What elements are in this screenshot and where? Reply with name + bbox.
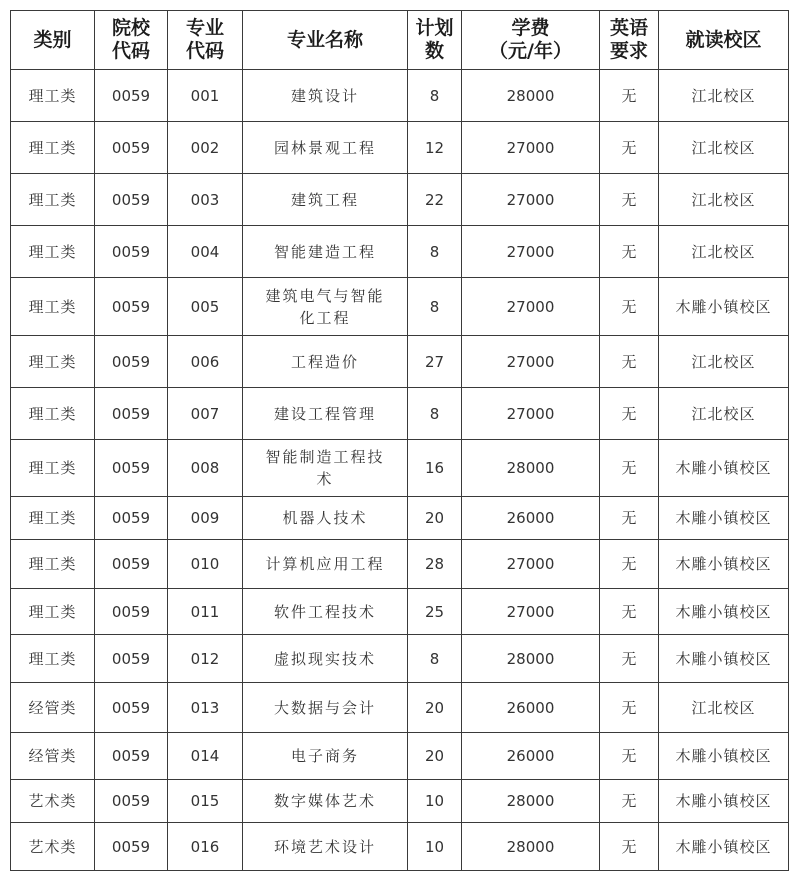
cell-english-requirement: 无	[600, 635, 659, 683]
cell-plan-count: 8	[408, 635, 462, 683]
cell-campus: 江北校区	[659, 174, 789, 226]
cell-english-requirement: 无	[600, 278, 659, 336]
cell-category: 理工类	[11, 278, 95, 336]
cell-campus: 江北校区	[659, 122, 789, 174]
cell-major-name: 建筑电气与智能化工程	[243, 278, 408, 336]
cell-major-name: 机器人技术	[243, 497, 408, 540]
cell-tuition: 28000	[462, 823, 600, 871]
cell-english-requirement: 无	[600, 823, 659, 871]
cell-major-code: 002	[168, 122, 243, 174]
cell-tuition: 28000	[462, 440, 600, 497]
cell-major-name: 智能制造工程技术	[243, 440, 408, 497]
cell-school-code: 0059	[95, 336, 168, 388]
cell-plan-count: 16	[408, 440, 462, 497]
cell-major-code: 014	[168, 733, 243, 780]
cell-major-code: 013	[168, 683, 243, 733]
cell-category: 理工类	[11, 589, 95, 635]
cell-tuition: 26000	[462, 733, 600, 780]
cell-campus: 木雕小镇校区	[659, 589, 789, 635]
cell-campus: 江北校区	[659, 336, 789, 388]
cell-major-name: 智能建造工程	[243, 226, 408, 278]
header-major-code: 专业 代码	[168, 11, 243, 70]
cell-tuition: 27000	[462, 226, 600, 278]
admission-plan-document	[10, 10, 788, 858]
cell-plan-count: 10	[408, 823, 462, 871]
cell-tuition: 26000	[462, 497, 600, 540]
cell-school-code: 0059	[95, 388, 168, 440]
table-row	[11, 823, 789, 871]
cell-english-requirement: 无	[600, 497, 659, 540]
table-row	[11, 589, 789, 635]
cell-school-code: 0059	[95, 497, 168, 540]
cell-major-name: 大数据与会计	[243, 683, 408, 733]
cell-campus: 江北校区	[659, 683, 789, 733]
cell-english-requirement: 无	[600, 226, 659, 278]
cell-category: 艺术类	[11, 823, 95, 871]
cell-english-requirement: 无	[600, 440, 659, 497]
cell-plan-count: 8	[408, 278, 462, 336]
cell-category: 理工类	[11, 70, 95, 122]
table-body	[11, 70, 789, 871]
cell-major-name: 虚拟现实技术	[243, 635, 408, 683]
cell-category: 理工类	[11, 336, 95, 388]
cell-plan-count: 12	[408, 122, 462, 174]
cell-english-requirement: 无	[600, 589, 659, 635]
cell-category: 理工类	[11, 440, 95, 497]
cell-campus: 木雕小镇校区	[659, 540, 789, 589]
cell-plan-count: 25	[408, 589, 462, 635]
table-header	[11, 11, 789, 70]
cell-major-code: 006	[168, 336, 243, 388]
cell-campus: 江北校区	[659, 70, 789, 122]
table-row	[11, 336, 789, 388]
table-row	[11, 388, 789, 440]
cell-major-name: 软件工程技术	[243, 589, 408, 635]
cell-english-requirement: 无	[600, 174, 659, 226]
cell-plan-count: 20	[408, 497, 462, 540]
cell-category: 理工类	[11, 497, 95, 540]
cell-tuition: 28000	[462, 635, 600, 683]
cell-major-code: 003	[168, 174, 243, 226]
table-row	[11, 733, 789, 780]
cell-major-code: 009	[168, 497, 243, 540]
table-row	[11, 122, 789, 174]
cell-plan-count: 8	[408, 226, 462, 278]
cell-tuition: 27000	[462, 589, 600, 635]
cell-category: 理工类	[11, 388, 95, 440]
cell-major-code: 004	[168, 226, 243, 278]
cell-plan-count: 20	[408, 683, 462, 733]
cell-school-code: 0059	[95, 122, 168, 174]
cell-category: 理工类	[11, 635, 95, 683]
cell-plan-count: 22	[408, 174, 462, 226]
cell-school-code: 0059	[95, 733, 168, 780]
cell-major-name: 计算机应用工程	[243, 540, 408, 589]
cell-major-code: 010	[168, 540, 243, 589]
cell-tuition: 28000	[462, 780, 600, 823]
table-row	[11, 440, 789, 497]
cell-tuition: 27000	[462, 122, 600, 174]
cell-campus: 木雕小镇校区	[659, 497, 789, 540]
cell-school-code: 0059	[95, 440, 168, 497]
cell-english-requirement: 无	[600, 540, 659, 589]
cell-school-code: 0059	[95, 174, 168, 226]
cell-major-name: 数字媒体艺术	[243, 780, 408, 823]
cell-plan-count: 8	[408, 388, 462, 440]
cell-english-requirement: 无	[600, 336, 659, 388]
cell-major-name: 建筑设计	[243, 70, 408, 122]
cell-plan-count: 8	[408, 70, 462, 122]
cell-school-code: 0059	[95, 278, 168, 336]
cell-tuition: 27000	[462, 174, 600, 226]
cell-tuition: 27000	[462, 278, 600, 336]
header-major-name: 专业名称	[243, 11, 408, 70]
header-plan-count: 计划 数	[408, 11, 462, 70]
header-english-requirement: 英语 要求	[600, 11, 659, 70]
cell-plan-count: 28	[408, 540, 462, 589]
cell-campus: 木雕小镇校区	[659, 440, 789, 497]
cell-major-code: 015	[168, 780, 243, 823]
cell-major-name: 工程造价	[243, 336, 408, 388]
header-category: 类别	[11, 11, 95, 70]
cell-english-requirement: 无	[600, 780, 659, 823]
cell-category: 经管类	[11, 733, 95, 780]
cell-campus: 木雕小镇校区	[659, 733, 789, 780]
cell-major-name: 电子商务	[243, 733, 408, 780]
cell-english-requirement: 无	[600, 733, 659, 780]
cell-category: 理工类	[11, 122, 95, 174]
table-row	[11, 497, 789, 540]
cell-school-code: 0059	[95, 540, 168, 589]
cell-school-code: 0059	[95, 780, 168, 823]
cell-tuition: 27000	[462, 388, 600, 440]
cell-campus: 木雕小镇校区	[659, 278, 789, 336]
cell-category: 艺术类	[11, 780, 95, 823]
admission-plan-table	[10, 10, 789, 871]
header-row	[11, 11, 789, 70]
cell-english-requirement: 无	[600, 388, 659, 440]
cell-major-name: 园林景观工程	[243, 122, 408, 174]
header-school-code: 院校 代码	[95, 11, 168, 70]
cell-plan-count: 10	[408, 780, 462, 823]
cell-school-code: 0059	[95, 823, 168, 871]
cell-tuition: 27000	[462, 540, 600, 589]
cell-major-name: 建筑工程	[243, 174, 408, 226]
cell-major-code: 008	[168, 440, 243, 497]
cell-campus: 江北校区	[659, 388, 789, 440]
table-row	[11, 226, 789, 278]
table-row	[11, 635, 789, 683]
cell-category: 理工类	[11, 540, 95, 589]
cell-major-name: 环境艺术设计	[243, 823, 408, 871]
table-row	[11, 540, 789, 589]
cell-major-code: 016	[168, 823, 243, 871]
cell-plan-count: 27	[408, 336, 462, 388]
cell-english-requirement: 无	[600, 70, 659, 122]
table-row	[11, 70, 789, 122]
cell-tuition: 26000	[462, 683, 600, 733]
cell-plan-count: 20	[408, 733, 462, 780]
cell-major-code: 001	[168, 70, 243, 122]
cell-campus: 木雕小镇校区	[659, 823, 789, 871]
cell-school-code: 0059	[95, 635, 168, 683]
cell-tuition: 28000	[462, 70, 600, 122]
cell-tuition: 27000	[462, 336, 600, 388]
cell-school-code: 0059	[95, 683, 168, 733]
cell-school-code: 0059	[95, 589, 168, 635]
cell-campus: 木雕小镇校区	[659, 780, 789, 823]
cell-english-requirement: 无	[600, 683, 659, 733]
table-row	[11, 174, 789, 226]
table-row	[11, 683, 789, 733]
header-campus: 就读校区	[659, 11, 789, 70]
table-row	[11, 278, 789, 336]
cell-campus: 木雕小镇校区	[659, 635, 789, 683]
cell-major-code: 005	[168, 278, 243, 336]
cell-school-code: 0059	[95, 70, 168, 122]
cell-major-name: 建设工程管理	[243, 388, 408, 440]
cell-major-code: 012	[168, 635, 243, 683]
cell-english-requirement: 无	[600, 122, 659, 174]
cell-major-code: 007	[168, 388, 243, 440]
cell-major-code: 011	[168, 589, 243, 635]
cell-category: 经管类	[11, 683, 95, 733]
cell-category: 理工类	[11, 226, 95, 278]
cell-school-code: 0059	[95, 226, 168, 278]
header-tuition: 学费 （元/年）	[462, 11, 600, 70]
cell-campus: 江北校区	[659, 226, 789, 278]
table-row	[11, 780, 789, 823]
cell-category: 理工类	[11, 174, 95, 226]
